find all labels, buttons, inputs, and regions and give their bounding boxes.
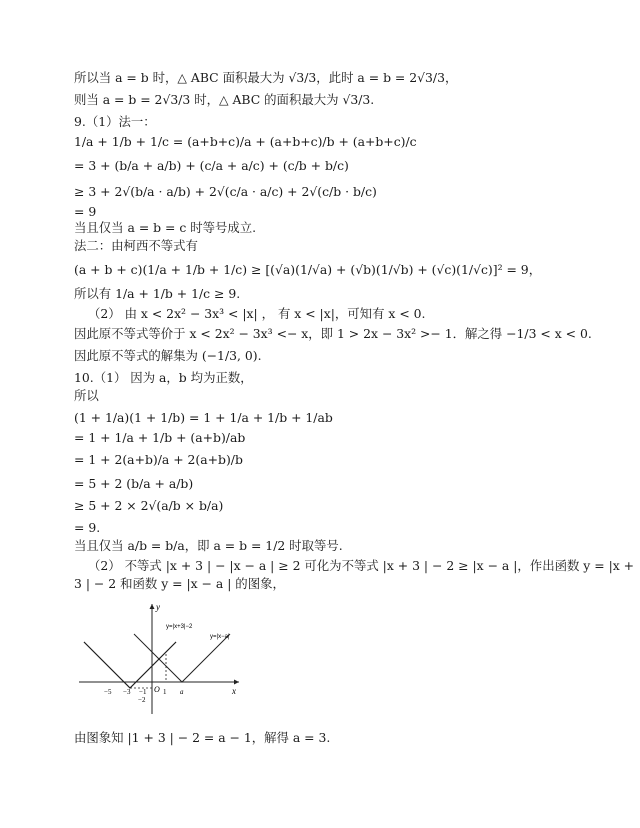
text-line: 当且仅当 a = b = c 时等号成立. <box>74 220 257 235</box>
text-line: （2） 不等式 |x + 3 | − |x − a | ≥ 2 可化为不等式 |x + 3 | − 2 ≥ |x − a |，作出函数 y = |x + <box>88 558 635 573</box>
text-line: 1/a + 1/b + 1/c = (a+b+c)/a + (a+b+c)/b + (a+b+c)/c <box>74 134 417 149</box>
text-line: 所以有 1/a + 1/b + 1/c ≥ 9. <box>74 286 241 301</box>
text-line: 9.（1）法一： <box>74 114 156 129</box>
graph-figure <box>74 598 244 718</box>
text-line: ≥ 5 + 2 × 2√(a/b × b/a) <box>74 498 224 513</box>
origin-label: O <box>154 685 160 694</box>
y-axis-label: y <box>156 602 160 612</box>
text-line: 10.（1） 因为 a，b 均为正数， <box>74 370 253 385</box>
text-line: = 5 + 2 (b/a + a/b) <box>74 476 194 491</box>
x-axis-label: x <box>232 686 236 696</box>
text-line: = 1 + 1/a + 1/b + (a+b)/ab <box>74 430 246 445</box>
tick-neg5: −5 <box>104 688 112 696</box>
text-line: = 1 + 2(a+b)/a + 2(a+b)/b <box>74 452 243 467</box>
tick-neg3: −3 <box>123 688 131 696</box>
f2-label: y=|x−a| <box>210 634 230 640</box>
text-line: 因此原不等式等价于 x < 2x² − 3x³ <− x，即 1 > 2x − 3x² >− 1．解之得 −1/3 < x < 0. <box>74 326 592 341</box>
text-line: (a + b + c)(1/a + 1/b + 1/c) ≥ [(√a)(1/√a) + (√b)(1/√b) + (√c)(1/√c)]² = 9， <box>74 262 542 277</box>
text-line: = 3 + (b/a + a/b) + (c/a + a/c) + (c/b + b/c) <box>74 158 349 173</box>
text-line: = 9. <box>74 520 101 535</box>
text-line: 当且仅当 a/b = b/a，即 a = b = 1/2 时取等号. <box>74 538 343 553</box>
text-line: 则当 a = b = 2√3/3 时，△ ABC 的面积最大为 √3/3. <box>74 92 375 107</box>
tick-a: a <box>180 688 184 696</box>
tick-1: 1 <box>163 688 167 696</box>
f1-label: y=|x+3|−2 <box>166 624 193 630</box>
text-line: (1 + 1/a)(1 + 1/b) = 1 + 1/a + 1/b + 1/ab <box>74 410 333 425</box>
tick-neg2: −2 <box>138 696 146 704</box>
text-line: 3 | − 2 和函数 y = |x − a | 的图象， <box>74 576 285 591</box>
text-line: 所以当 a = b 时，△ ABC 面积最大为 √3/3，此时 a = b = 2√3/3， <box>74 70 458 85</box>
text-line: 由图象知 |1 + 3 | − 2 = a − 1，解得 a = 3. <box>74 730 331 745</box>
tick-neg1: −1 <box>139 688 147 696</box>
text-line: ≥ 3 + 2√(b/a · a/b) + 2√(c/a · a/c) + 2√(c/b · b/c) <box>74 184 377 199</box>
text-line: = 9 <box>74 204 97 219</box>
text-line: 因此原不等式的解集为 (−1/3, 0). <box>74 348 262 363</box>
text-line: 法二：由柯西不等式有 <box>74 238 198 253</box>
text-line: （2） 由 x < 2x² − 3x³ < |x| ， 有 x < |x|，可知有 x < 0. <box>88 306 426 321</box>
text-line: 所以 <box>74 388 99 403</box>
